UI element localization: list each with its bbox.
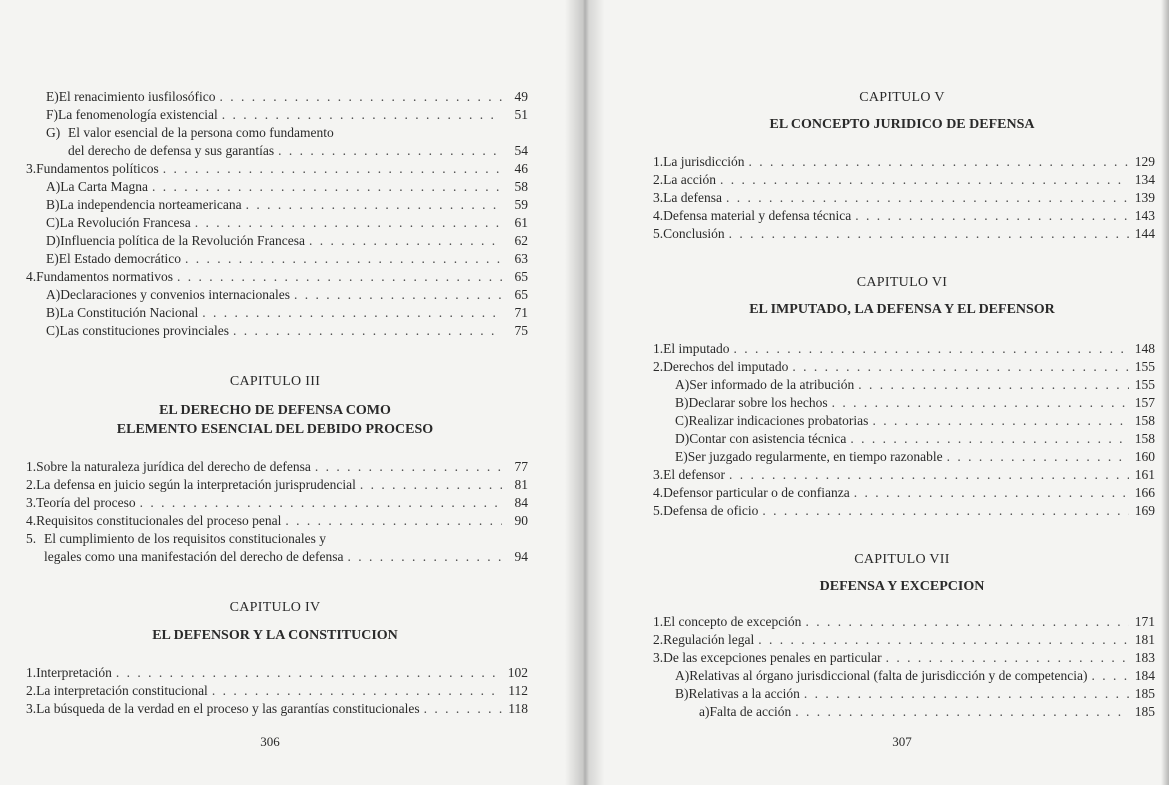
chapter-title: ELEMENTO ESENCIAL DEL DEBIDO PROCESO	[116, 422, 434, 437]
entry-page: 148	[1134, 341, 1155, 356]
dot-leader	[729, 466, 1129, 484]
toc-entry	[46, 250, 528, 268]
entry-number: 1.	[26, 665, 37, 680]
entry-title: Relativas a la acción	[688, 686, 800, 701]
toc-entry	[675, 376, 1155, 394]
dot-leader	[219, 88, 502, 106]
dot-leader	[872, 412, 1129, 430]
entry-title: Realizar indicaciones probatorias	[688, 413, 869, 428]
toc-entry	[26, 664, 528, 682]
chapter-title: EL DEFENSOR Y LA CONSTITUCION	[152, 628, 398, 643]
chapter-label: CAPITULO VII	[854, 552, 950, 567]
entry-page: 75	[514, 323, 528, 338]
entry-page: 129	[1134, 154, 1155, 169]
toc-entry	[675, 412, 1155, 430]
entry-title: Teoría del proceso	[36, 495, 136, 510]
toc-entry	[46, 304, 528, 322]
entry-title: Defensor particular o de confianza	[663, 485, 850, 500]
chapter-title: EL CONCEPTO JURIDICO DE DEFENSA	[769, 117, 1035, 132]
entry-page: 169	[1134, 503, 1155, 518]
toc-entry	[26, 530, 326, 548]
entry-page: 62	[514, 233, 528, 248]
entry-page: 166	[1134, 485, 1155, 500]
entry-title: Fundamentos normativos	[36, 269, 173, 284]
entry-number: 4.	[26, 513, 37, 528]
entry-number: A)	[46, 179, 61, 194]
entry-page: 46	[514, 161, 528, 176]
dot-leader	[222, 106, 502, 124]
entry-page: 185	[1134, 686, 1155, 701]
entry-page: 94	[514, 549, 528, 564]
toc-entry	[653, 649, 1155, 667]
entry-number: E)	[46, 89, 59, 104]
entry-number: C)	[675, 413, 689, 428]
entry-page: 63	[514, 251, 528, 266]
dot-leader	[294, 286, 502, 304]
entry-page: 158	[1134, 431, 1155, 446]
entry-number: 1.	[653, 341, 664, 356]
toc-entry	[653, 171, 1155, 189]
entry-number: A)	[675, 377, 690, 392]
dot-leader	[734, 340, 1130, 358]
chapter-label: CAPITULO IV	[229, 600, 321, 615]
dot-leader	[140, 494, 502, 512]
entry-title: La interpretación constitucional	[36, 683, 208, 698]
entry-page: 144	[1134, 226, 1155, 241]
toc-entry	[675, 448, 1155, 466]
entry-title: La acción	[663, 172, 716, 187]
entry-number: 3.	[26, 495, 37, 510]
entry-number: 2.	[26, 477, 37, 492]
right-page	[585, 0, 1169, 785]
entry-title: Regulación legal	[663, 632, 755, 647]
toc-entry	[653, 340, 1155, 358]
dot-leader	[795, 703, 1129, 721]
toc-entry	[653, 466, 1155, 484]
entry-title: Contar con asistencia técnica	[689, 431, 847, 446]
entry-title: Ser informado de la atribución	[689, 377, 855, 392]
chapter-label: CAPITULO III	[229, 374, 321, 389]
entry-page: 118	[508, 701, 528, 716]
entry-page: 161	[1134, 467, 1155, 482]
entry-title: El Estado democrático	[58, 251, 181, 266]
entry-title: Declaraciones y convenios internacionales	[60, 287, 291, 302]
entry-number: A)	[675, 668, 690, 683]
dot-leader	[748, 153, 1129, 171]
entry-title: El defensor	[663, 467, 725, 482]
dot-leader	[116, 664, 502, 682]
entry-page: 65	[514, 269, 528, 284]
entry-page: 81	[514, 477, 528, 492]
toc-entry	[26, 494, 528, 512]
entry-number: 3.	[653, 190, 664, 205]
entry-title: La fenomenología existencial	[58, 107, 218, 122]
dot-leader	[315, 458, 502, 476]
entry-title: El cumplimiento de los requisitos constitucionales y	[44, 531, 326, 546]
toc-entry	[675, 394, 1155, 412]
dot-leader	[1091, 667, 1129, 685]
toc-entry	[675, 667, 1155, 685]
toc-entry	[68, 142, 528, 160]
entry-title: El imputado	[663, 341, 730, 356]
dot-leader	[360, 476, 502, 494]
entry-title: Interpretación	[36, 665, 112, 680]
entry-title: La jurisdicción	[663, 154, 745, 169]
entry-number: B)	[675, 395, 689, 410]
entry-title: Falta de acción	[709, 704, 792, 719]
dot-leader	[348, 548, 503, 566]
entry-title: Las constituciones provinciales	[59, 323, 229, 338]
entry-page: 90	[514, 513, 528, 528]
entry-number: 2.	[26, 683, 37, 698]
entry-number: 4.	[653, 208, 664, 223]
entry-page: 184	[1134, 668, 1155, 683]
entry-title: legales como una manifestación del derecho de defensa	[44, 549, 344, 564]
entry-number: E)	[46, 251, 59, 266]
dot-leader	[762, 502, 1129, 520]
toc-entry	[46, 232, 528, 250]
entry-title: Defensa material y defensa técnica	[663, 208, 852, 223]
entry-page: 158	[1134, 413, 1155, 428]
entry-page: 71	[514, 305, 528, 320]
toc-entry	[675, 685, 1155, 703]
toc-entry	[653, 484, 1155, 502]
entry-page: 155	[1134, 377, 1155, 392]
toc-entry	[26, 682, 528, 700]
entry-title: Derechos del imputado	[663, 359, 789, 374]
chapter-label: CAPITULO V	[859, 90, 945, 105]
dot-leader	[758, 631, 1129, 649]
toc-entry	[699, 703, 1155, 721]
entry-number: 2.	[653, 359, 664, 374]
entry-page: 171	[1134, 614, 1155, 629]
entry-page: 51	[514, 107, 528, 122]
dot-leader	[246, 196, 502, 214]
dot-leader	[177, 268, 502, 286]
entry-number: 3.	[653, 467, 664, 482]
dot-leader	[792, 358, 1129, 376]
dot-leader	[152, 178, 502, 196]
entry-page: 65	[514, 287, 528, 302]
entry-title: La Constitución Nacional	[59, 305, 199, 320]
entry-number: 4.	[653, 485, 664, 500]
entry-title: La defensa en juicio según la interpretación jurisprudencial	[36, 477, 356, 492]
entry-page: 49	[514, 89, 528, 104]
entry-page: 58	[514, 179, 528, 194]
toc-entry	[46, 124, 334, 142]
entry-title: Conclusión	[663, 226, 725, 241]
chapter-title: EL DERECHO DE DEFENSA COMO	[159, 403, 391, 418]
entry-title: La defensa	[663, 190, 722, 205]
toc-entry	[26, 160, 528, 178]
toc-entry	[26, 512, 528, 530]
page-number: 306	[260, 734, 280, 749]
entry-number: B)	[675, 686, 689, 701]
entry-number: 5.	[653, 503, 664, 518]
entry-page: 155	[1134, 359, 1155, 374]
toc-entry	[653, 502, 1155, 520]
entry-page: 102	[507, 665, 528, 680]
toc-entry	[46, 214, 528, 232]
toc-entry	[653, 358, 1155, 376]
dot-leader	[850, 430, 1129, 448]
entry-number: F)	[46, 107, 59, 122]
toc-entry	[653, 225, 1155, 243]
entry-page: 157	[1134, 395, 1155, 410]
dot-leader	[309, 232, 502, 250]
toc-entry	[46, 322, 528, 340]
dot-leader	[858, 376, 1129, 394]
toc-entry	[653, 207, 1155, 225]
entry-number: 1.	[653, 614, 664, 629]
entry-title: La Revolución Francesa	[59, 215, 191, 230]
dot-leader	[185, 250, 502, 268]
dot-leader	[233, 322, 502, 340]
entry-title: La búsqueda de la verdad en el proceso y las garantías constitucionales	[36, 701, 420, 716]
entry-title: El renacimiento iusfilosófico	[58, 89, 216, 104]
dot-leader	[855, 207, 1129, 225]
entry-title: del derecho de defensa y sus garantías	[68, 143, 275, 158]
entry-title: La independencia norteamericana	[59, 197, 242, 212]
dot-leader	[720, 171, 1129, 189]
entry-page: 84	[514, 495, 528, 510]
entry-number: 4.	[26, 269, 37, 284]
toc-entry	[44, 548, 528, 566]
dot-leader	[163, 160, 502, 178]
toc-entry	[26, 268, 528, 286]
entry-title: Declarar sobre los hechos	[688, 395, 828, 410]
entry-page: 160	[1134, 449, 1155, 464]
entry-number: B)	[46, 197, 60, 212]
chapter-title: EL IMPUTADO, LA DEFENSA Y EL DEFENSOR	[749, 302, 1055, 317]
toc-entry	[46, 106, 528, 124]
toc-entry	[26, 476, 528, 494]
entry-number: E)	[675, 449, 688, 464]
entry-title: Relativas al órgano jurisdiccional (falta de jurisdicción y de competencia)	[689, 668, 1088, 683]
entry-page: 181	[1134, 632, 1155, 647]
entry-number: 1.	[653, 154, 664, 169]
dot-leader	[726, 189, 1129, 207]
entry-page: 112	[508, 683, 528, 698]
entry-number: B)	[46, 305, 60, 320]
entry-title: La Carta Magna	[60, 179, 148, 194]
entry-title: Sobre la naturaleza jurídica del derecho de defensa	[36, 459, 311, 474]
dot-leader	[212, 682, 502, 700]
entry-page: 134	[1134, 172, 1155, 187]
dot-leader	[805, 613, 1129, 631]
entry-number: C)	[46, 323, 60, 338]
entry-page: 139	[1134, 190, 1155, 205]
entry-title: Influencia política de la Revolución Francesa	[60, 233, 306, 248]
entry-number: D)	[46, 233, 61, 248]
entry-page: 143	[1134, 208, 1155, 223]
entry-title: De las excepciones penales en particular	[663, 650, 882, 665]
chapter-label: CAPITULO VI	[856, 275, 948, 290]
toc-entry	[653, 189, 1155, 207]
entry-page: 61	[514, 215, 528, 230]
entry-number: a)	[699, 704, 710, 719]
dot-leader	[886, 649, 1129, 667]
page-edge-shadow	[1161, 0, 1169, 785]
entry-page: 183	[1134, 650, 1155, 665]
entry-title: El valor esencial de la persona como fundamento	[68, 125, 334, 140]
entry-number: 2.	[653, 632, 664, 647]
entry-title: Fundamentos políticos	[36, 161, 159, 176]
dot-leader	[729, 225, 1129, 243]
toc-entry	[653, 153, 1155, 171]
entry-page: 59	[514, 197, 528, 212]
toc-entry	[26, 458, 528, 476]
entry-number: 3.	[26, 161, 37, 176]
dot-leader	[278, 142, 502, 160]
entry-number: G)	[46, 125, 61, 140]
entry-number: 3.	[653, 650, 664, 665]
toc-entry	[46, 178, 528, 196]
dot-leader	[947, 448, 1129, 466]
toc-entry	[46, 88, 528, 106]
dot-leader	[202, 304, 502, 322]
chapter-title: DEFENSA Y EXCEPCION	[819, 579, 985, 594]
dot-leader	[854, 484, 1129, 502]
entry-page: 54	[514, 143, 528, 158]
toc-entry	[675, 430, 1155, 448]
toc-entry	[653, 613, 1155, 631]
entry-number: D)	[675, 431, 690, 446]
dot-leader	[285, 512, 502, 530]
dot-leader	[424, 700, 502, 718]
toc-entry	[46, 196, 528, 214]
page-number: 307	[892, 734, 912, 749]
toc-entry	[26, 700, 528, 718]
toc-entry	[653, 631, 1155, 649]
entry-number: 5.	[653, 226, 664, 241]
dot-leader	[195, 214, 502, 232]
entry-title: El concepto de excepción	[663, 614, 802, 629]
entry-title: Ser juzgado regularmente, en tiempo razonable	[687, 449, 943, 464]
toc-entry	[46, 286, 528, 304]
entry-title: Defensa de oficio	[663, 503, 759, 518]
entry-number: A)	[46, 287, 61, 302]
entry-number: C)	[46, 215, 60, 230]
entry-number: 1.	[26, 459, 37, 474]
entry-number: 2.	[653, 172, 664, 187]
entry-number: 3.	[26, 701, 37, 716]
entry-page: 185	[1134, 704, 1155, 719]
dot-leader	[804, 685, 1129, 703]
entry-page: 77	[514, 459, 528, 474]
entry-title: Requisitos constitucionales del proceso penal	[36, 513, 282, 528]
dot-leader	[832, 394, 1129, 412]
entry-number: 5.	[26, 531, 37, 546]
